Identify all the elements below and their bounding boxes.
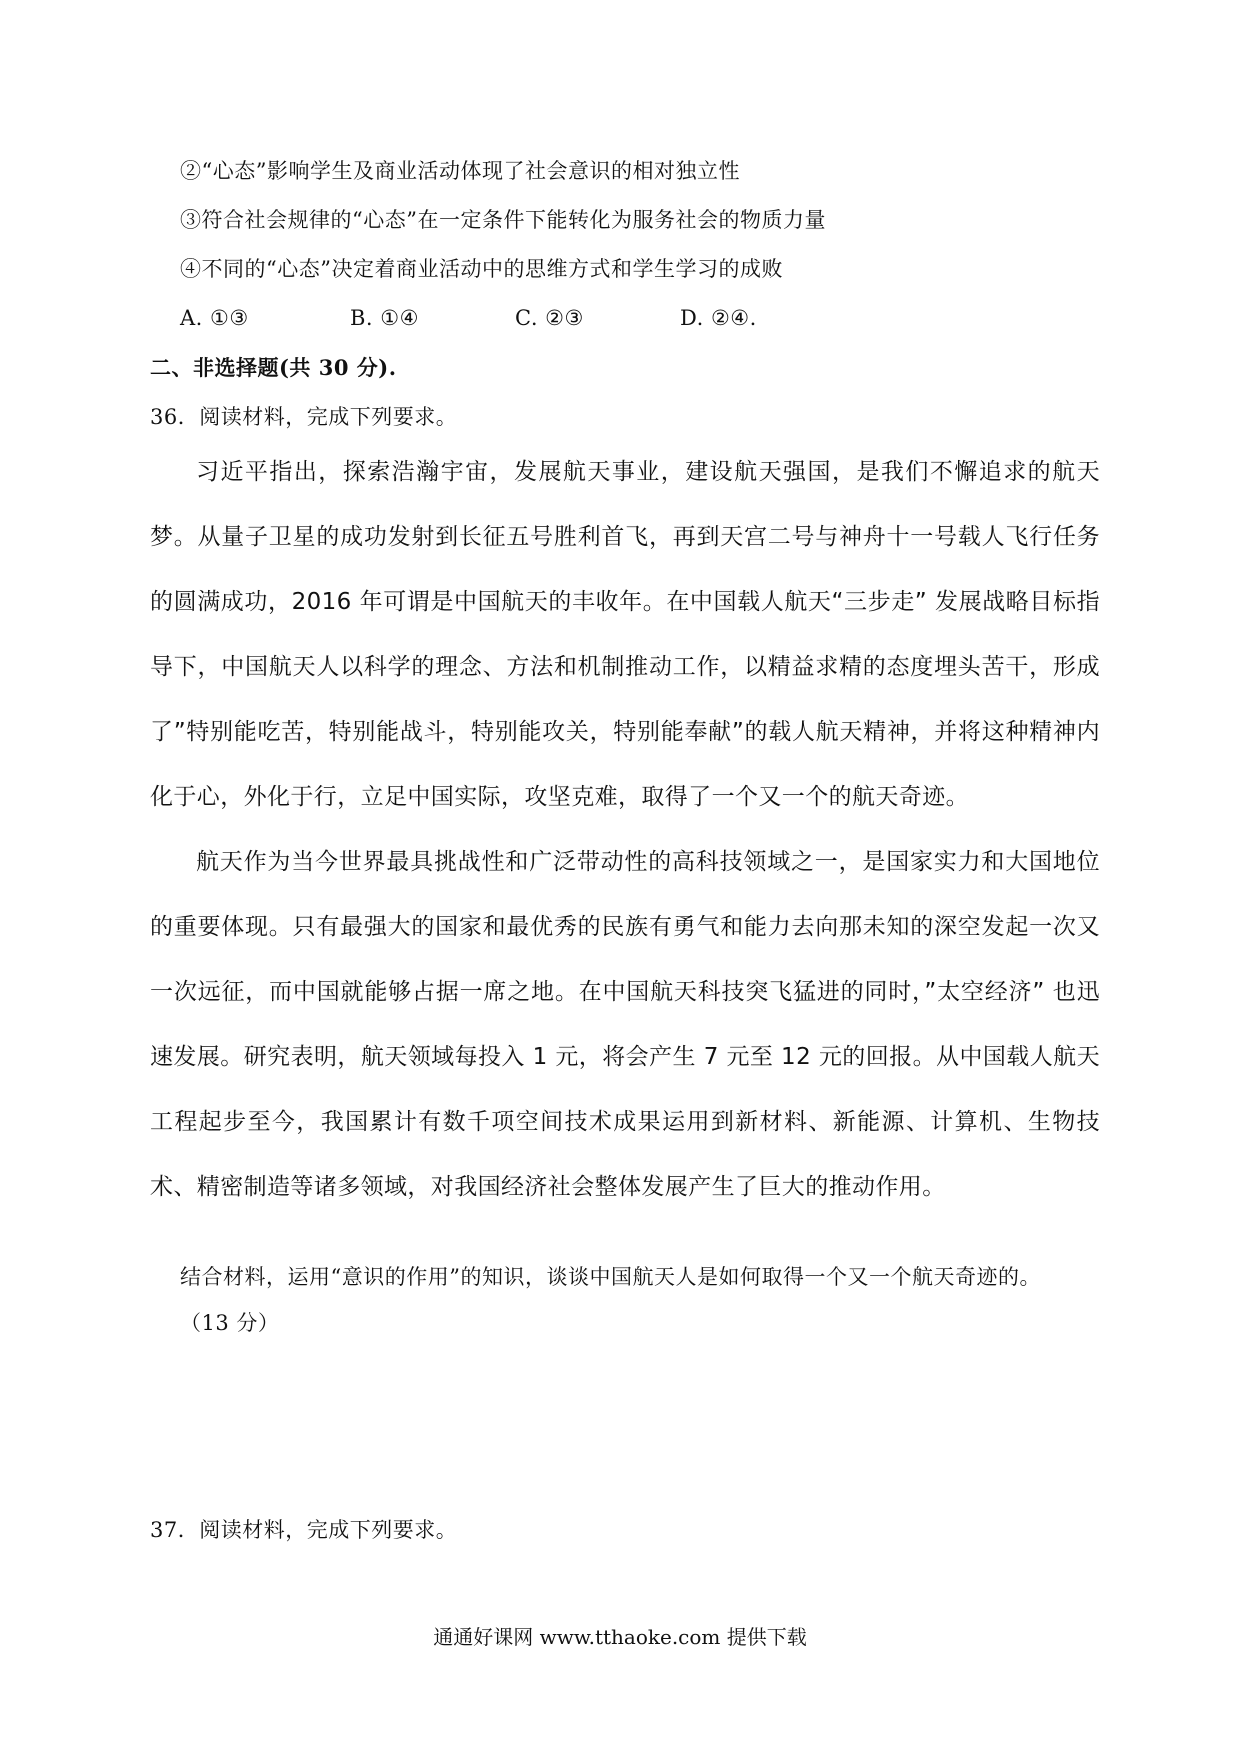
option-item-4: ④不同的“心态”决定着商业活动中的思维方式和学生学习的成败: [180, 257, 783, 281]
choice-b: B. ①④: [350, 306, 419, 330]
choice-a: A. ①③: [180, 306, 249, 330]
option-item-3: ③符合社会规律的“心态”在一定条件下能转化为服务社会的物质力量: [180, 208, 826, 232]
choice-d: D. ②④.: [680, 306, 757, 330]
page-footer: 通通好课网 www.tthaoke.com 提供下载: [433, 1625, 807, 1649]
question-37-heading: 37．阅读材料，完成下列要求。: [150, 1518, 458, 1542]
answer-choices: [180, 303, 757, 333]
option-item-2: ②“心态”影响学生及商业活动体现了社会意识的相对独立性: [180, 159, 740, 183]
material-paragraph-1: 习近平指出，探索浩瀚宇宙，发展航天事业，建设航天强国，是我们不懈追求的航天梦。从量子卫星的成功发射到长征五号胜利首飞，再到天宫二号与神舟十一号载人飞行任务的圆满成功，2016 年可谓是中国航天的丰收年。在中国载人航天“三步走” 发展战略目标指导下，中国航天人以科学的理念、方法和机制推动工作，以精益求精的态度埋头苦干，形成了”特别能吃苦，特别能战斗，特别能攻关，特别能奉献”的载人航天精神，并将这种精神内化于心，外化于行，立足中国实际，攻坚克难，取得了一个又一个的航天奇迹。: [150, 459, 1100, 810]
question-36-score: （13 分）: [180, 1311, 280, 1335]
material-paragraph-2: 航天作为当今世界最具挑战性和广泛带动性的高科技领域之一，是国家实力和大国地位的重要体现。只有最强大的国家和最优秀的民族有勇气和能力去向那未知的深空发起一次又一次远征，而中国就能够占据一席之地。在中国航天科技突飞猛进的同时，”太空经济” 也迅速发展。研究表明，航天领域每投入 1 元，将会产生 7 元至 12 元的回报。从中国载人航天工程起步至今，我国累计有数千项空间技术成果运用到新材料、新能源、计算机、生物技术、精密制造等诸多领域，对我国经济社会整体发展产生了巨大的推动作用。: [150, 849, 1100, 1200]
question-36-material: [150, 440, 1100, 1220]
choice-c: C. ②③: [515, 306, 584, 330]
question-36-prompt: 结合材料，运用“意识的作用”的知识，谈谈中国航天人是如何取得一个又一个航天奇迹的。: [180, 1265, 1041, 1289]
question-36-heading: 36．阅读材料，完成下列要求。: [150, 405, 458, 429]
section-title: 二、非选择题(共 30 分).: [150, 355, 397, 380]
